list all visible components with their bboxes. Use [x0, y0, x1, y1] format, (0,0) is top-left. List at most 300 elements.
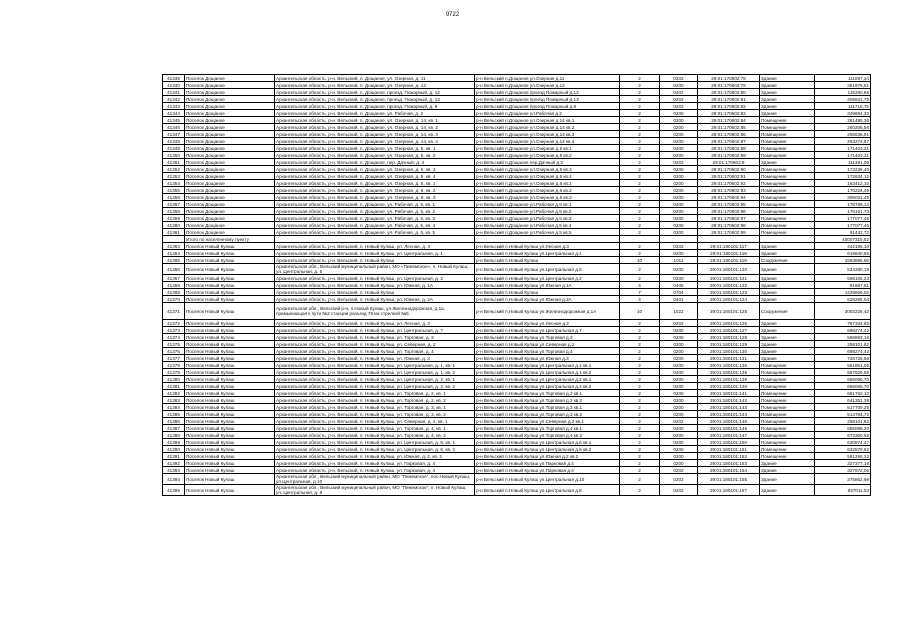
cadastral-value-cell: 375862,98	[815, 474, 871, 485]
full-address-cell: Архангельская область, р-н. Вельский, п. Новый Кулаш, ул. Южная, д. 3	[275, 355, 475, 362]
cadastral-number-cell: 29:01:170602:90	[698, 166, 760, 173]
group-code-cell: 0200	[660, 334, 698, 341]
table-row	[163, 355, 871, 362]
group-code-cell: 0200	[660, 264, 698, 275]
class-code-cell: 2	[620, 383, 660, 390]
table-row	[163, 96, 871, 103]
full-address-cell: Архангельская область, р-н. Вельский, п. Новый Кулаш, ул. Южная, д. 1А	[275, 282, 475, 289]
cadastral-number-cell: 29:01:180101:130	[698, 348, 760, 355]
group-code-cell: 0200	[660, 110, 698, 117]
object-type-cell: Здание	[760, 296, 815, 303]
cadastral-number-cell: 29:01:170602:97	[698, 215, 760, 222]
full-address-cell: Архангельская область, р-н. Вельский, п. Новый Кулаш, ул. Центральная, д. 1, кв. 2	[275, 369, 475, 376]
group-code-cell: 0200	[660, 439, 698, 446]
class-code-cell: 2	[620, 390, 660, 397]
settlement-cell: Поселок Дощаное	[185, 187, 275, 194]
cadastral-value-cell: 581266,23	[815, 453, 871, 460]
object-type-cell: Здание	[760, 355, 815, 362]
cadastral-value-cell: 91442,73	[815, 229, 871, 236]
cadastral-number-cell: 29:01:170602:84	[698, 117, 760, 124]
cadastral-number-cell: 29:01:180101:121	[698, 275, 760, 282]
object-type-cell: Сооружение	[760, 257, 815, 264]
cadastral-number-cell: 29:01:180101:154	[698, 467, 760, 474]
settlement-cell: Поселок Дощаное	[185, 124, 275, 131]
group-code-cell: 0200	[660, 215, 698, 222]
short-address-cell: р-н Вельский п.Дощаное ул.Озерная д.14 кв.3	[475, 131, 620, 138]
group-code-cell: 0202	[660, 103, 698, 110]
full-address-cell: Архангельская область, р-н. Вельский, п. Дощаное, ул. Озерная, д. 12	[275, 82, 475, 89]
object-type-cell: Помещение	[760, 124, 815, 131]
class-code-cell: 2	[620, 327, 660, 334]
cadastral-number-cell: 29:01:180101:128	[698, 334, 760, 341]
class-code-cell: 2	[620, 110, 660, 117]
settlement-cell: Поселок Новый Кулаш	[185, 296, 275, 303]
settlement-cell: Поселок Новый Кулаш	[185, 250, 275, 257]
class-code-cell: 2	[620, 138, 660, 145]
class-code-cell: 2	[620, 75, 660, 82]
row-number-cell: 41382	[163, 390, 185, 397]
cadastral-number-cell: 29:01:180101:139	[698, 376, 760, 383]
full-address-cell: Архангельская область, р-н. Вельский, п. Новый Кулаш, ул. Северная, д. 2, кв. 1	[275, 418, 475, 425]
settlement-cell: Поселок Новый Кулаш	[185, 467, 275, 474]
row-number-cell: 41356	[163, 194, 185, 201]
row-number-cell: 41378	[163, 362, 185, 369]
table-row	[163, 243, 871, 250]
cadastral-number-cell: 29:01:170602:80	[698, 89, 760, 96]
cadastral-number-cell: 29:01:180101:136	[698, 369, 760, 376]
cadastral-number-cell: 29:01:170602:9	[698, 159, 760, 166]
cadastral-value-cell: 111715,75	[815, 103, 871, 110]
row-number-cell: 41368	[163, 282, 185, 289]
class-code-cell: 10	[620, 257, 660, 264]
object-type-cell: Помещение	[760, 453, 815, 460]
cadastral-value-cell: 258101,82	[815, 418, 871, 425]
cadastral-number-cell: 29:01:170602:99	[698, 229, 760, 236]
cadastral-number-cell: 29:01:180101:126	[698, 320, 760, 327]
row-number-cell: 41385	[163, 411, 185, 418]
short-address-cell: р-н Вельский п.Новый Кулаш ул.Центральная д.6 кв.1	[475, 439, 620, 446]
row-number-cell: 41339	[163, 75, 185, 82]
table-row	[163, 369, 871, 376]
cadastral-value-cell: 566893,16	[815, 334, 871, 341]
settlement-cell: Поселок Дощаное	[185, 75, 275, 82]
group-code-cell: 0200	[660, 446, 698, 453]
full-address-cell: Архангельская область, р-н. Вельский, п. Новый Кулаш, ул. Торговая, д. 4, кв. 1	[275, 425, 475, 432]
cadastral-number-cell: 29:01:170602:88	[698, 145, 760, 152]
cadastral-value-cell: 261495,36	[815, 117, 871, 124]
object-type-cell: Помещение	[760, 117, 815, 124]
group-code-cell: 0202	[660, 89, 698, 96]
object-type-cell: Помещение	[760, 432, 815, 439]
settlement-cell: Поселок Дощаное	[185, 131, 275, 138]
object-type-cell: Помещение	[760, 194, 815, 201]
group-code-cell: 0202	[660, 75, 698, 82]
cadastral-value-cell: 681762,10	[815, 390, 871, 397]
class-code-cell: 2	[620, 159, 660, 166]
group-code-cell: 0202	[660, 96, 698, 103]
full-address-cell: Архангельская обл., Вельский муниципальный район, МО "Пежемское", пос.Новый Кулаш, ул.Центральная, д.10	[275, 474, 475, 485]
short-address-cell: р-н Вельский п.Дощаное проезд Пожарный д.12	[475, 89, 620, 96]
object-type-cell: Здание	[760, 348, 815, 355]
full-address-cell: Архангельская область, р-н. Вельский, п. Дощаное, проезд. Пожарный, д. 12	[275, 89, 475, 96]
object-type-cell: Помещение	[760, 180, 815, 187]
table-row	[163, 173, 871, 180]
cadastral-number-cell: 29:01:180101:142	[698, 397, 760, 404]
settlement-cell: Поселок Дощаное	[185, 166, 275, 173]
full-address-cell: Архангельская область, р-н. Вельский, п. Новый Кулаш, ул. Южная, д. 2А	[275, 296, 475, 303]
short-address-cell: р-н Вельский п.Новый Кулаш ул.Центральная д.1 кв.2	[475, 369, 620, 376]
short-address-cell: р-н Вельский п.Дощаное ул.Озерная д.14 кв.4	[475, 138, 620, 145]
settlement-cell: Поселок Дощаное	[185, 180, 275, 187]
cadastral-number-cell: 29:01:180101:131	[698, 355, 760, 362]
cadastral-value-cell: 534280,19	[815, 264, 871, 275]
object-type-cell: Помещение	[760, 131, 815, 138]
cadastral-value-cell: 349694,33	[815, 110, 871, 117]
group-code-cell: 0200	[660, 425, 698, 432]
object-type-cell: Помещение	[760, 404, 815, 411]
row-number-cell: 41361	[163, 229, 185, 236]
table-row	[163, 411, 871, 418]
cadastral-number-cell: 29:01:170602:85	[698, 124, 760, 131]
group-code-cell: 0202	[660, 418, 698, 425]
row-number-cell: 41381	[163, 383, 185, 390]
group-code-cell: 0401	[660, 296, 698, 303]
settlement-cell: Поселок Новый Кулаш	[185, 460, 275, 467]
short-address-cell: р-н Вельский п.Новый Кулаш ул.Торговая д.2 кв.2	[475, 397, 620, 404]
settlement-cell: Поселок Новый Кулаш	[185, 355, 275, 362]
short-address-cell: р-н Вельский п.Новый Кулаш ул.Центральная д.8	[475, 485, 620, 496]
short-address-cell: р-н Вельский п.Новый Кулаш ул.Центральная д.2 кв.2	[475, 383, 620, 390]
full-address-cell: Архангельская область, р-н. Вельский, п. Новый Кулаш, ул. Торговая, д. 3, кв. 2	[275, 411, 475, 418]
cadastral-value-cell: 1429669,02	[815, 289, 871, 296]
row-number-cell: 41373	[163, 327, 185, 334]
full-address-cell: Архангельская область, р-н. Вельский, п. Дощаное, ул. Озерная, д. 14, кв. 1	[275, 117, 475, 124]
group-code-cell: 0704	[660, 289, 698, 296]
cadastral-number-cell: 29:01:170602:86	[698, 131, 760, 138]
class-code-cell: 2	[620, 362, 660, 369]
short-address-cell: р-н Вельский п.Новый Кулаш ул.Северная д.2	[475, 341, 620, 348]
cadastral-number-cell: 29:01:180101:129	[698, 341, 760, 348]
cadastral-number-cell: 29:01:180101:120	[698, 264, 760, 275]
object-type-cell: Здание	[760, 485, 815, 496]
table-row	[163, 257, 871, 264]
row-number-cell: 41370	[163, 296, 185, 303]
cadastral-value-cell: 305031,45	[815, 194, 871, 201]
settlement-cell: Поселок Новый Кулаш	[185, 369, 275, 376]
row-number-cell: 41367	[163, 275, 185, 282]
class-code-cell: 2	[620, 131, 660, 138]
table-row	[163, 425, 871, 432]
cadastral-number-cell: 29:01:180101:151	[698, 446, 760, 453]
full-address-cell: Архангельская область, р-н. Вельский, п. Дощаное, ул. Озерная, д. 14, кв. 3	[275, 131, 475, 138]
row-number-cell: 41366	[163, 264, 185, 275]
cadastral-value-cell: 655089,20	[815, 425, 871, 432]
group-code-cell: 0200	[660, 138, 698, 145]
class-code-cell: 2	[620, 376, 660, 383]
cadastral-number-cell: 29:01:170602:89	[698, 152, 760, 159]
object-type-cell: Помещение	[760, 390, 815, 397]
row-number-cell: 41364	[163, 250, 185, 257]
table-row	[163, 131, 871, 138]
full-address-cell: Архангельская область, р-н. Вельский, п. Новый Кулаш, ул. Центральная, д. 2, кв. 1	[275, 376, 475, 383]
object-type-cell: Здание	[760, 89, 815, 96]
full-address-cell: Архангельская область, р-н. Вельский, п. Дощаное, ул. Озерная, д. 6, кв. 1	[275, 180, 475, 187]
cadastral-value-cell: 177077,46	[815, 222, 871, 229]
object-type-cell: Помещение	[760, 383, 815, 390]
table-row	[163, 222, 871, 229]
group-code-cell: 0200	[660, 82, 698, 89]
object-type-cell: Здание	[760, 334, 815, 341]
table-row	[163, 460, 871, 467]
group-code-cell: 0200	[660, 201, 698, 208]
short-address-cell: р-н Вельский п.Новый Кулаш	[475, 289, 620, 296]
settlement-cell: Поселок Новый Кулаш	[185, 383, 275, 390]
full-address-cell: Архангельская область, р-н. Вельский, п. Дощаное, ул. Озерная, д. 5, кв. 4	[275, 173, 475, 180]
table-row	[163, 229, 871, 236]
settlement-cell: Поселок Новый Кулаш	[185, 264, 275, 275]
full-address-cell: Архангельская область, р-н. Вельский, п. Новый Кулаш, ул. Южная, д. 2, кв. 2	[275, 453, 475, 460]
cadastral-value-cell: 171403,31	[815, 152, 871, 159]
row-number-cell: 41357	[163, 201, 185, 208]
group-code-cell: 0200	[660, 222, 698, 229]
cadastral-value-cell: 260206,56	[815, 124, 871, 131]
group-code-cell: 1011	[660, 257, 698, 264]
short-address-cell: р-н Вельский п.Дощаное ул.Рабочая д.2	[475, 110, 620, 117]
object-type-cell: Здание	[760, 250, 815, 257]
group-code-cell: 0405	[660, 282, 698, 289]
short-address-cell: р-н Вельский п.Новый Кулаш ул.Южная д.3	[475, 355, 620, 362]
cadastral-number-cell: 29:01:180101:135	[698, 362, 760, 369]
cadastral-value-cell: 405831,79	[815, 96, 871, 103]
full-address-cell: Архангельская обл., Вельский муниципальный район, МО "Пежемское", п. Новый Кулаш, ул. Центральная, д. 8	[275, 485, 475, 496]
group-code-cell: 0202	[660, 159, 698, 166]
cadastral-number-cell: 29:01:180101:144	[698, 411, 760, 418]
row-number-cell: 41374	[163, 334, 185, 341]
short-address-cell: р-н Вельский п.Дощаное ул.Рабочая д.5 кв.2	[475, 208, 620, 215]
object-type-cell: Здание	[760, 103, 815, 110]
full-address-cell: Архангельская область, р-н. Вельский, п. Дощаное, ул. Озерная, д. 5, кв. 2	[275, 152, 475, 159]
table-row	[163, 296, 871, 303]
object-type-cell: Помещение	[760, 229, 815, 236]
short-address-cell: р-н Вельский п.Новый Кулаш ул.Лесная д.2	[475, 320, 620, 327]
class-code-cell: 2	[620, 404, 660, 411]
full-address-cell: Архангельская область, р-н. Вельский, п. Новый Кулаш, ул. Парковая, д. 4	[275, 467, 475, 474]
group-code-cell: 0202	[660, 467, 698, 474]
cadastral-value-cell: 698274,42	[815, 327, 871, 334]
row-number-cell: 41379	[163, 369, 185, 376]
cadastral-value-cell: 673350,59	[815, 432, 871, 439]
short-address-cell: р-н Вельский п.Новый Кулаш ул.Торговая д.3	[475, 334, 620, 341]
class-code-cell: 2	[620, 425, 660, 432]
cadastral-value-cell: 698274,42	[815, 348, 871, 355]
group-code-cell: 0200	[660, 173, 698, 180]
table-row	[163, 362, 871, 369]
cadastral-value-cell: 116280,86	[815, 89, 871, 96]
class-code-cell: 2	[620, 485, 660, 496]
cadastral-value-cell: 561851,05	[815, 362, 871, 369]
group-code-cell: 0200	[660, 348, 698, 355]
row-number-cell: 41359	[163, 215, 185, 222]
class-code-cell: 2	[620, 166, 660, 173]
class-code-cell: 2	[620, 124, 660, 131]
property-registry-table	[162, 74, 871, 496]
class-code-cell: 2	[620, 229, 660, 236]
cadastral-number-cell: 29:01:170602:93	[698, 187, 760, 194]
settlement-cell: Поселок Дощаное	[185, 173, 275, 180]
full-address-cell: Архангельская область, р-н. Вельский, п. Новый Кулаш, ул. Торговая, д. 2, кв. 1	[275, 390, 475, 397]
group-code-cell: 0200	[660, 208, 698, 215]
cadastral-value-cell: 176161,73	[815, 208, 871, 215]
row-number-cell: 41351	[163, 159, 185, 166]
class-code-cell: 2	[620, 467, 660, 474]
object-type-cell: Помещение	[760, 173, 815, 180]
full-address-cell: Архангельская область, р-н. Вельский, п. Дощаное, ул. Озерная, д. 6, кв. 3	[275, 194, 475, 201]
settlement-cell: Поселок Новый Кулаш	[185, 411, 275, 418]
cadastral-number-cell: 29:01:170602:95	[698, 201, 760, 208]
full-address-cell: Архангельская область, р-н. Вельский, п. Дощаное, ул. Озерная, д. 14, кв. 4	[275, 138, 475, 145]
table-row	[163, 264, 871, 275]
object-type-cell: Помещение	[760, 208, 815, 215]
table-row	[163, 124, 871, 131]
object-type-cell	[760, 236, 815, 243]
cadastral-value-cell: 641351,38	[815, 397, 871, 404]
cadastral-number-cell: 29:01:170602:92	[698, 180, 760, 187]
object-type-cell: Помещение	[760, 376, 815, 383]
settlement-cell: Поселок Дощаное	[185, 194, 275, 201]
settlement-cell: Поселок Дощаное	[185, 138, 275, 145]
group-code-cell: 0200	[660, 327, 698, 334]
cadastral-value-cell: 173236,40	[815, 166, 871, 173]
group-code-cell: 0200	[660, 369, 698, 376]
group-code-cell: 0200	[660, 250, 698, 257]
group-code-cell: 0200	[660, 124, 698, 131]
settlement-cell: Поселок Дощаное	[185, 89, 275, 96]
cadastral-value-cell: 177077,46	[815, 215, 871, 222]
short-address-cell: р-н Вельский п.Новый Кулаш ул.Южная д.2 кв.2	[475, 453, 620, 460]
cadastral-value-cell: 81687,81	[815, 282, 871, 289]
cadastral-value-cell: 171403,31	[815, 145, 871, 152]
row-number-cell: 41387	[163, 425, 185, 432]
short-address-cell: р-н Вельский п.Дощаное ул.Озерная д.11	[475, 75, 620, 82]
table-row	[163, 439, 871, 446]
row-number-cell: 41393	[163, 467, 185, 474]
class-code-cell: 2	[620, 243, 660, 250]
cadastral-value-cell: 656065,70	[815, 383, 871, 390]
table-row	[163, 432, 871, 439]
short-address-cell: р-н Вельский п.Новый Кулаш ул.Торговая д.3 кв.2	[475, 411, 620, 418]
full-address-cell	[275, 236, 475, 243]
class-code-cell: 2	[620, 334, 660, 341]
full-address-cell: Архангельская область, р-н. Вельский, п. Новый Кулаш, ул. Центральная, д. 6, кв. 2	[275, 446, 475, 453]
full-address-cell: Архангельская область, р-н. Вельский, п. Новый Кулаш, ул. Торговая, д. 3, кв. 1	[275, 404, 475, 411]
settlement-cell: Поселок Дощаное	[185, 229, 275, 236]
group-code-cell: 0200	[660, 460, 698, 467]
table-row	[163, 250, 871, 257]
object-type-cell: Помещение	[760, 215, 815, 222]
short-address-cell: р-н Вельский п.Дощаное ул.Рабочая д.5 кв.3	[475, 215, 620, 222]
full-address-cell: Архангельская область, р-н. Вельский, п. Дощаное, ул. Озерная, д. 14, кв. 2	[275, 124, 475, 131]
row-number-cell: 41344	[163, 110, 185, 117]
cadastral-value-cell: 1563885,66	[815, 257, 871, 264]
table-row	[163, 187, 871, 194]
table-row	[163, 327, 871, 334]
class-code-cell: 2	[620, 187, 660, 194]
table-row	[163, 383, 871, 390]
cadastral-value-cell: 619840,55	[815, 250, 871, 257]
full-address-cell: Архангельская область, р-н. Вельский, п. Новый Кулаш, ул. Парковая, д. 4	[275, 460, 475, 467]
row-number-cell: 41394	[163, 474, 185, 485]
row-number-cell: 41375	[163, 341, 185, 348]
settlement-cell: Поселок Дощаное	[185, 117, 275, 124]
row-number-cell: 41345	[163, 117, 185, 124]
cadastral-number-cell: 29:01:180101:147	[698, 432, 760, 439]
settlement-cell: Итого по населенному пункту	[185, 236, 275, 243]
class-code-cell: 2	[620, 355, 660, 362]
full-address-cell: Архангельская область, р-н. Вельский, п. Дощаное, проезд. Пожарный, д. 13	[275, 96, 475, 103]
settlement-cell: Поселок Новый Кулаш	[185, 439, 275, 446]
cadastral-value-cell: 179789,14	[815, 201, 871, 208]
object-type-cell: Здание	[760, 460, 815, 467]
object-type-cell: Помещение	[760, 362, 815, 369]
group-code-cell: 0200	[660, 432, 698, 439]
cadastral-number-cell: 29:01:180101:146	[698, 425, 760, 432]
object-type-cell: Здание	[760, 96, 815, 103]
class-code-cell: 2	[620, 194, 660, 201]
class-code-cell: 2	[620, 320, 660, 327]
short-address-cell: р-н Вельский п.Новый Кулаш ул.Южная д.2А	[475, 296, 620, 303]
group-code-cell: 0200	[660, 355, 698, 362]
cadastral-number-cell: 29:01:180101:152	[698, 453, 760, 460]
class-code-cell: 2	[620, 96, 660, 103]
cadastral-number-cell: 29:01:170602:83	[698, 110, 760, 117]
full-address-cell: Архангельская область, р-н. Вельский, п. Новый Кулаш	[275, 257, 475, 264]
full-address-cell: Архангельская область, р-н. Вельский, п. Новый Кулаш	[275, 289, 475, 296]
short-address-cell: р-н Вельский п.Дощаное ул.Озерная д.14 кв.2	[475, 124, 620, 131]
cadastral-number-cell: 29:01:180101:117	[698, 243, 760, 250]
cadastral-number-cell: 29:01:180101:153	[698, 460, 760, 467]
settlement-cell: Поселок Новый Кулаш	[185, 418, 275, 425]
table-row	[163, 208, 871, 215]
table-row	[163, 390, 871, 397]
settlement-cell: Поселок Дощаное	[185, 103, 275, 110]
settlement-cell: Поселок Новый Кулаш	[185, 453, 275, 460]
short-address-cell: р-н Вельский п.Новый Кулаш ул.Парковая д.4	[475, 460, 620, 467]
cadastral-value-cell: 628285,04	[815, 296, 871, 303]
object-type-cell: Здание	[760, 467, 815, 474]
settlement-cell: Поселок Новый Кулаш	[185, 282, 275, 289]
short-address-cell: р-н Вельский п.Дощаное ул.Озерная д.12	[475, 82, 620, 89]
registry-body	[163, 75, 871, 496]
settlement-cell: Поселок Дощаное	[185, 159, 275, 166]
settlement-cell: Поселок Новый Кулаш	[185, 327, 275, 334]
group-code-cell: 0200	[660, 131, 698, 138]
group-code-cell: 0200	[660, 362, 698, 369]
class-code-cell: 2	[620, 264, 660, 275]
settlement-cell: Поселок Новый Кулаш	[185, 334, 275, 341]
table-row	[163, 159, 871, 166]
class-code-cell: 2	[620, 208, 660, 215]
row-number-cell: 41346	[163, 124, 185, 131]
cadastral-number-cell: 29:01:170602:78	[698, 75, 760, 82]
row-number-cell: 41391	[163, 453, 185, 460]
group-code-cell: 0200	[660, 194, 698, 201]
class-code-cell	[620, 236, 660, 243]
class-code-cell: 2	[620, 215, 660, 222]
cadastral-value-cell: 837011,53	[815, 485, 871, 496]
cadastral-number-cell: 29:01:180101:141	[698, 390, 760, 397]
row-number-cell: 41384	[163, 404, 185, 411]
cadastral-number-cell: 29:01:170602:79	[698, 82, 760, 89]
